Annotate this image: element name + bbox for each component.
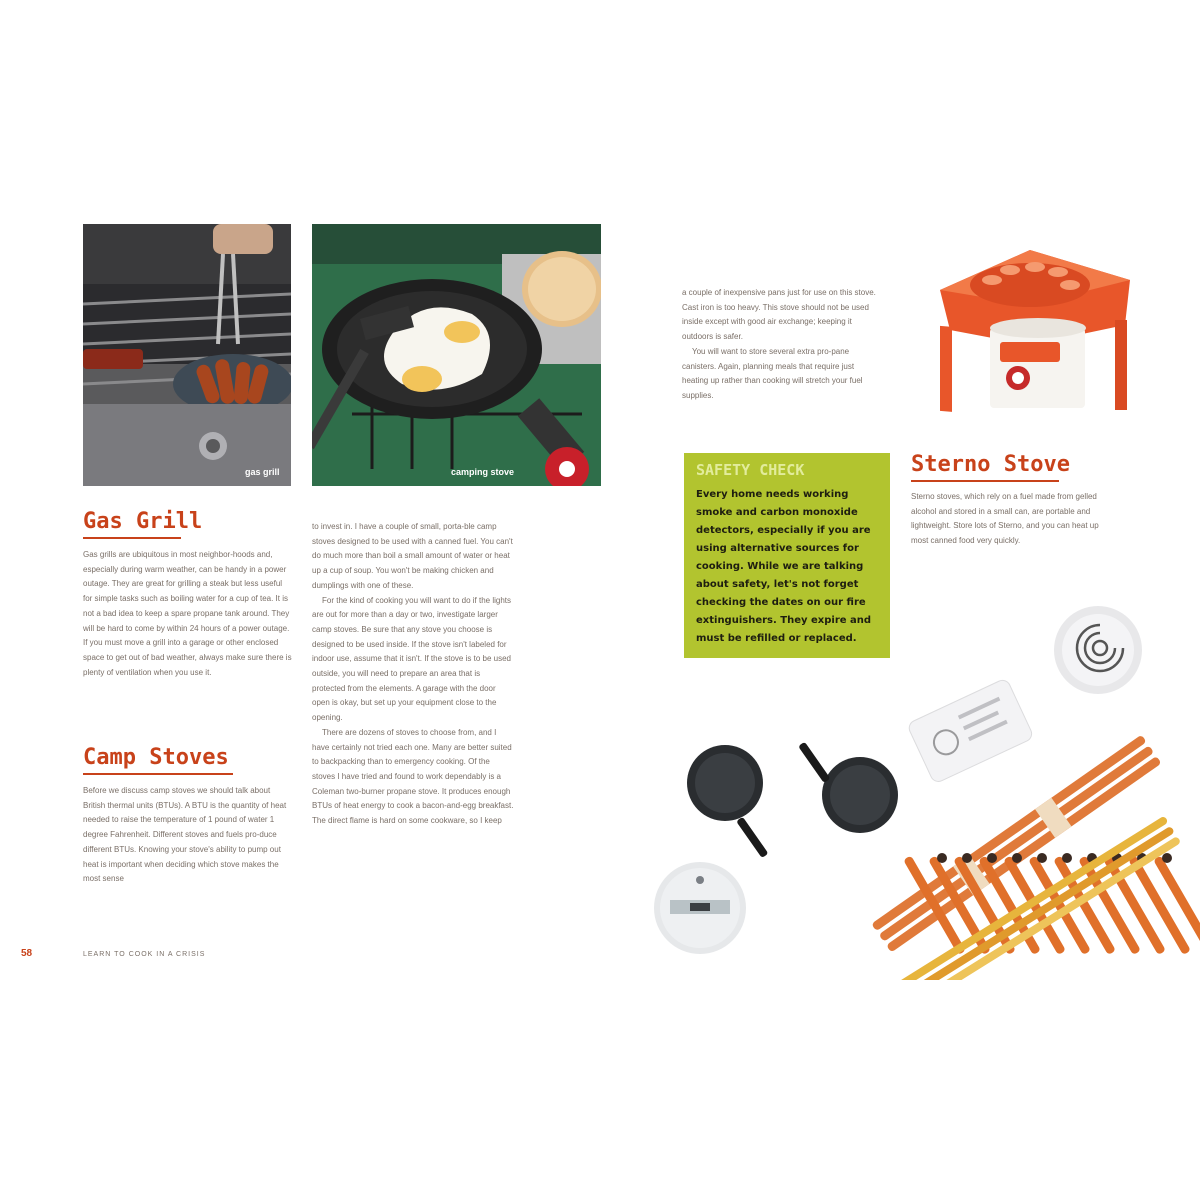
gas-grill-paragraph-1: Gas grills are ubiquitous in most neighbor-hoods and, especially during warm weather, can be handy in a power outage. They are great for grilling a steak but less useful for simple tasks such as boiling water for a cup of tea. It is not a bad idea to keep a spare propane tank around. They will be hard to come by within 24 hours of a power outage. If you must move a grill into a garage or other enclosed space to get out of bad weather, always make sure there is plenty of ventilation when you use it.: [83, 550, 292, 677]
gas-grill-photo: [83, 224, 291, 486]
column-2-body: [312, 520, 514, 829]
supplies-collage-photo: [640, 600, 1200, 980]
column-3-paragraph-1: a couple of inexpensive pans just for use on this stove. Cast iron is too heavy. This stove should not be used inside except with good air exchange; keeping it outdoors is safer.: [682, 288, 876, 342]
column-2-paragraph-1: to invest in. I have a couple of small, porta-ble camp stoves designed to be used with a canned fuel. You can't do much more than boil a small amount of water or heat up a cup of soup. You won't be making chicken and dumplings with one of these.: [312, 522, 513, 590]
sterno-stove-photo: [930, 250, 1140, 415]
camp-stoves-paragraph-1: Before we discuss camp stoves we should talk about British thermal units (BTUs). A BTU is the quantity of heat needed to raise the temperature of 1 pound of water 1 degree Fahrenheit. Different stoves and fuels pro-duce different BTUs. Knowing your stove's ability to pump out heat is important when deciding which stove makes the most sense: [83, 786, 287, 884]
safety-check-body: Every home needs working smoke and carbon monoxide detectors, especially if you are using alternative sources for cooking. While we are talking about safety, let's not forget checking the dates on our fire extinguishers. They expire and must be refilled or replaced.: [696, 489, 872, 644]
sterno-stove-paragraph-1: Sterno stoves, which rely on a fuel made from gelled alcohol and stored in a small can, are portable and lightweight. Store lots of Sterno, and you can heat up most canned food very quickly.: [911, 492, 1099, 546]
sterno-stove-body: [911, 490, 1106, 549]
running-head: LEARN TO COOK IN A CRISIS: [83, 951, 206, 958]
column-3-paragraph-2: You will want to store several extra pro-pane canisters. Again, planning meals that require just heating up rather than cooking will stretch your fuel supplies.: [682, 346, 863, 400]
gas-grill-heading: Gas Grill: [83, 509, 203, 534]
safety-check-title: SAFETY CHECK: [696, 461, 805, 479]
sterno-stove-heading: Sterno Stove: [911, 452, 1070, 477]
gas-grill-heading-rule: [83, 537, 181, 539]
camping-stove-photo: [312, 224, 601, 486]
gas-grill-caption: gas grill: [245, 467, 280, 477]
sterno-stove-heading-rule: [911, 480, 1059, 482]
camp-stoves-body: [83, 784, 293, 887]
camping-stove-caption: camping stove: [451, 467, 515, 477]
camp-stoves-heading: Camp Stoves: [83, 745, 229, 770]
column-3-body: [682, 286, 882, 404]
column-2-paragraph-2: For the kind of cooking you will want to do if the lights are out for more than a day or two, investigate larger camp stoves. Be sure that any stove you choose is designed to be used inside. If the stove isn't labeled for indoor use, assume that it isn't. If the stove is to be used outside, you will need to prepare an area that is protected from the elements. A garage with the door open is okay, but set up your equipment close to the opening.: [312, 595, 511, 723]
page-number: 58: [21, 948, 33, 959]
camp-stoves-heading-rule: [83, 773, 233, 775]
column-2-paragraph-3: There are dozens of stoves to choose from, and I have certainly not tried each one. Many are better suited to backpacking than to emergency cooking. Of the stoves I have tried and found to work dependably is a Coleman two-burner propane stove. It produces enough BTUs of heat energy to cook a bacon-and-egg breakfast. The direct flame is hard on some cookware, so I keep: [312, 727, 514, 826]
gas-grill-body: [83, 548, 293, 680]
